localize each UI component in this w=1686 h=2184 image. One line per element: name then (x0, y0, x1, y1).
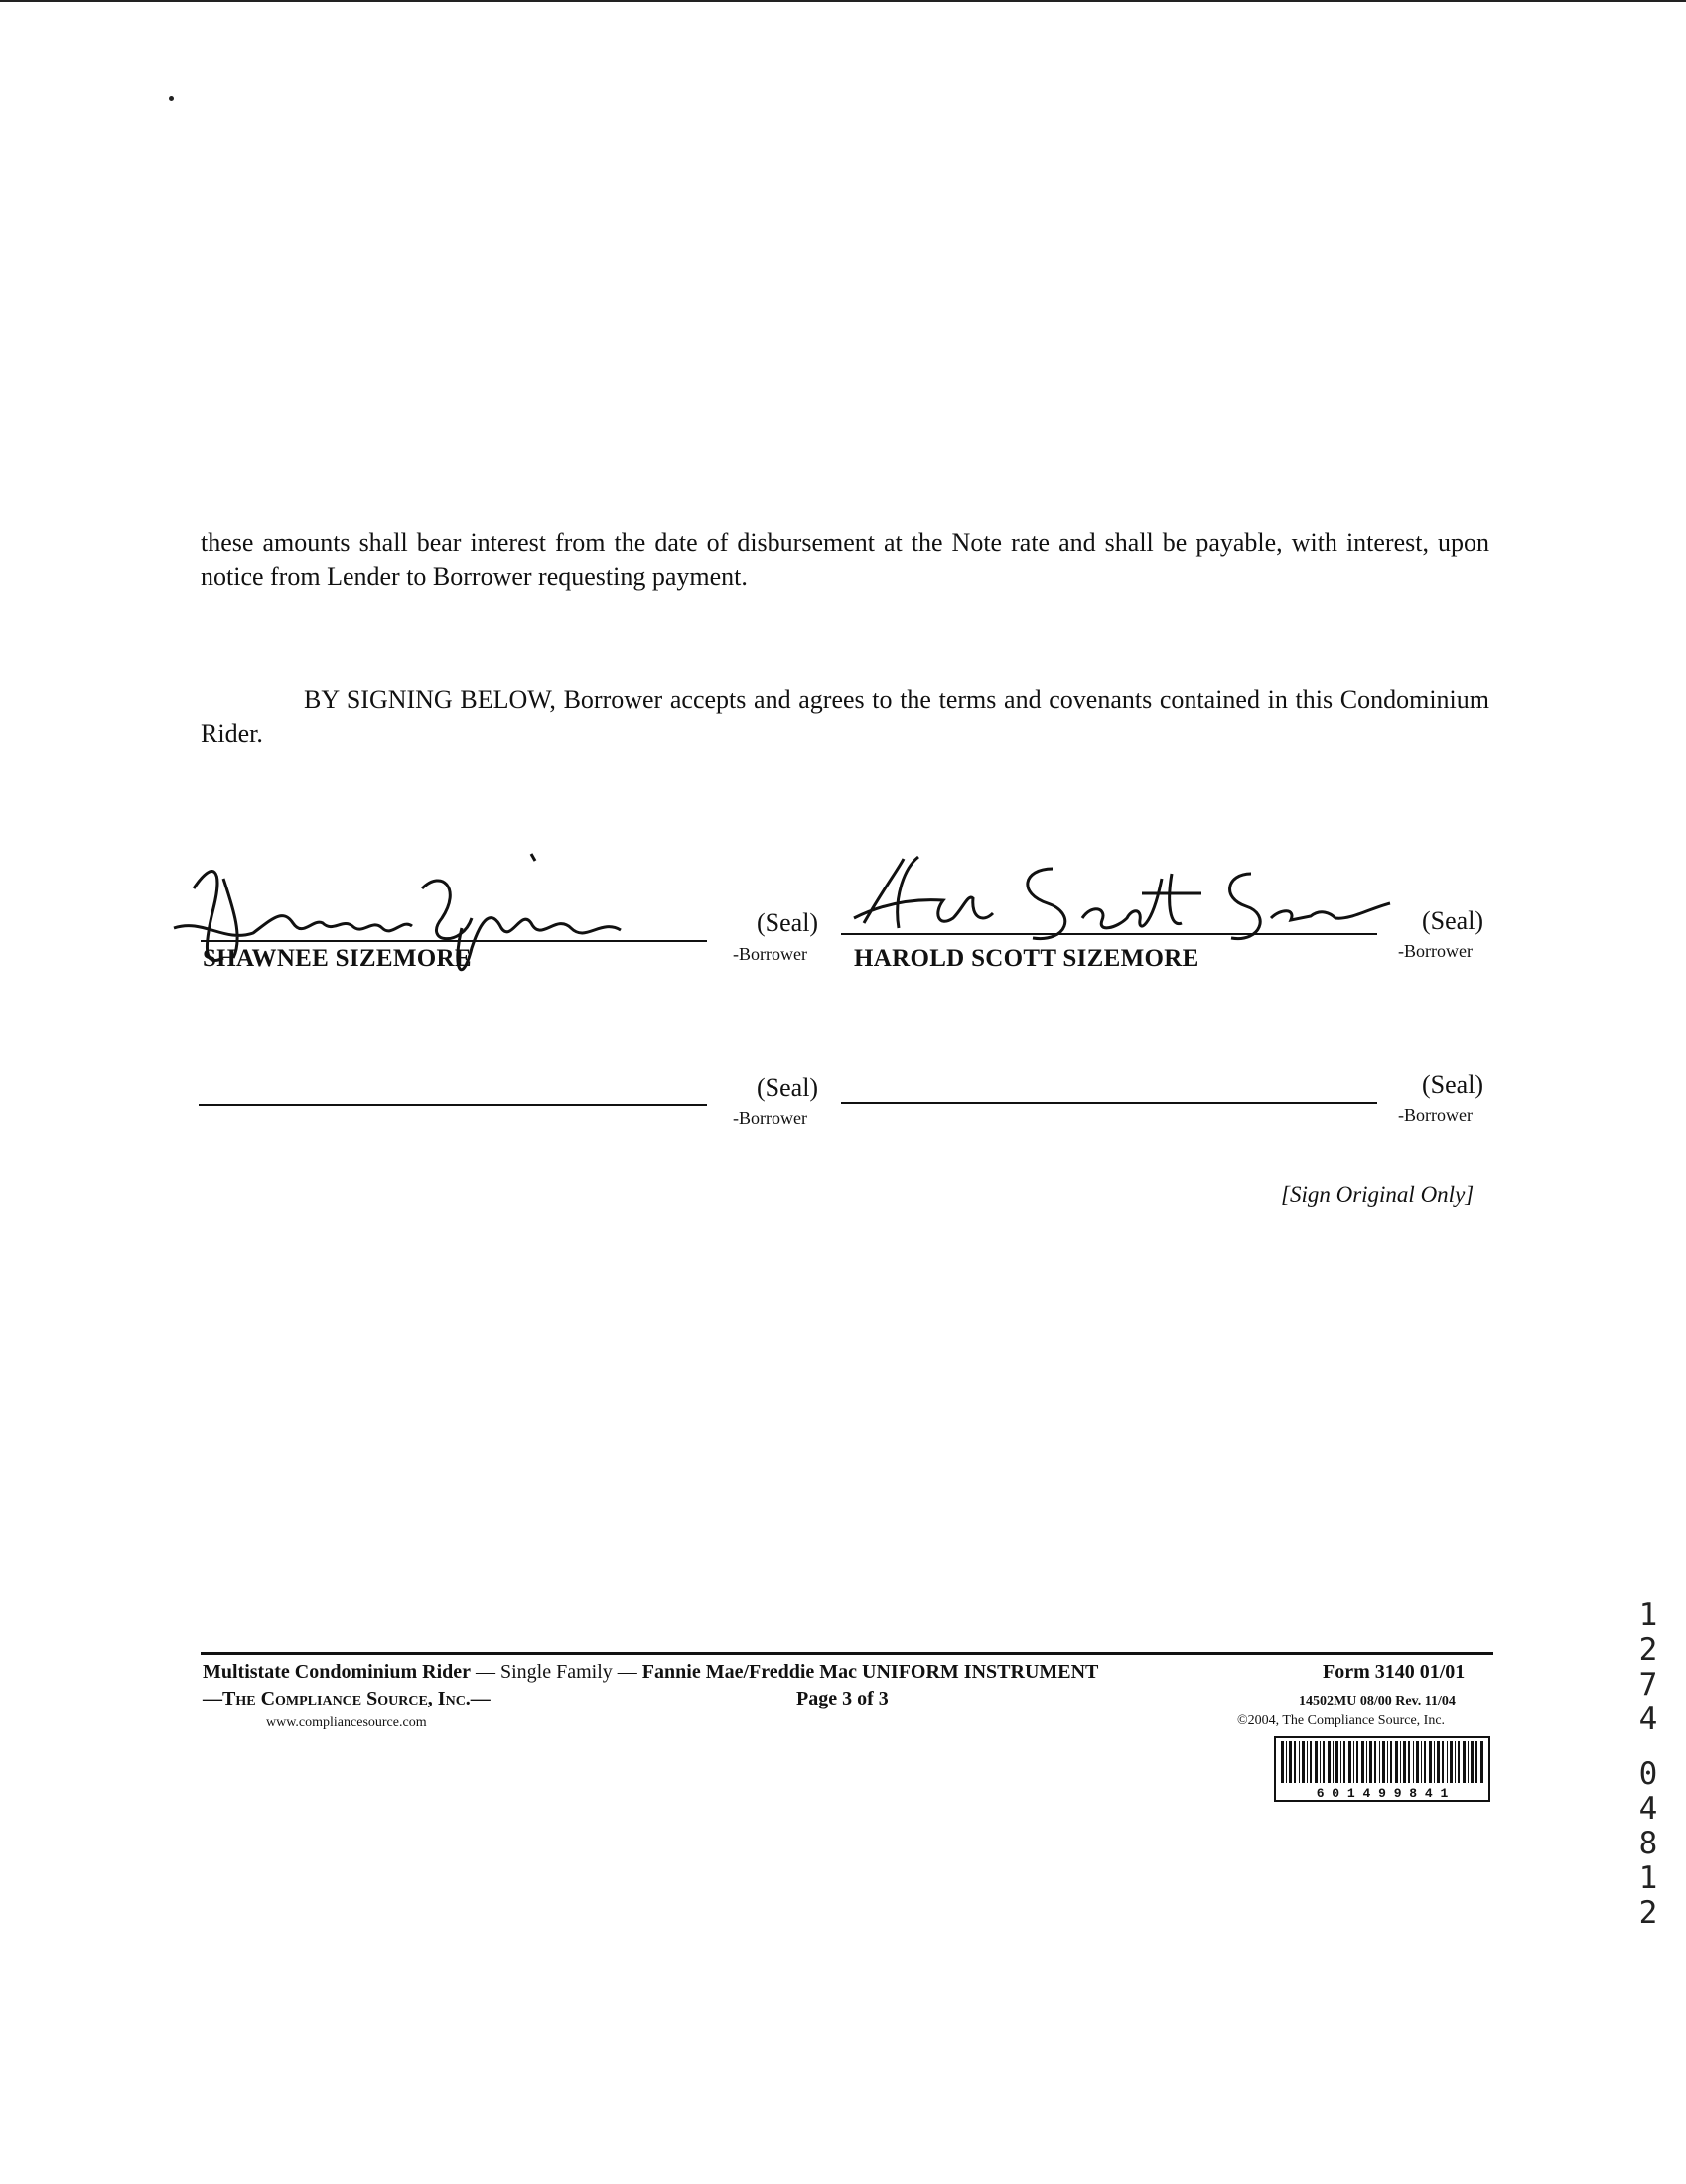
form-title (203, 1661, 1098, 1684)
signature-line-borrower-3 (199, 1104, 707, 1106)
side-digit: 7 (1638, 1667, 1658, 1703)
seal-label: (Seal) (1422, 1070, 1484, 1099)
side-digit: 2 (1638, 1632, 1658, 1668)
signature-line-borrower-1 (201, 940, 707, 942)
borrower-role-label: -Borrower (733, 1108, 807, 1128)
seal-label: (Seal) (1422, 906, 1484, 935)
seal-label: (Seal) (757, 908, 819, 937)
borrower-role-label: -Borrower (1398, 1105, 1473, 1125)
signature-line-borrower-4 (841, 1102, 1377, 1104)
seal-label: (Seal) (757, 1073, 819, 1102)
borrower-1-printed-name: SHAWNEE SIZEMORE (203, 945, 472, 972)
form-title-bold-2: Fannie Mae/Freddie Mac UNIFORM INSTRUMENT (641, 1661, 1099, 1683)
borrower-2-printed-name: HAROLD SCOTT SIZEMORE (854, 945, 1199, 972)
scan-speck (169, 96, 174, 101)
side-digit: 1 (1638, 1860, 1658, 1896)
side-digit: 1 (1638, 1597, 1658, 1633)
footer-rule (201, 1652, 1493, 1655)
barcode-number: 6 0 1 4 9 9 8 4 1 (1316, 1786, 1449, 1801)
page-number: Page 3 of 3 (796, 1688, 889, 1709)
borrower-role-label: -Borrower (733, 944, 807, 964)
barcode (1275, 1737, 1489, 1801)
side-digit: 2 (1638, 1895, 1658, 1931)
form-number: Form 3140 01/01 (1323, 1661, 1466, 1683)
form-title-bold: Multistate Condominium Rider (203, 1661, 471, 1683)
paragraph-interest: these amounts shall bear interest from the date of disbursement at the Note rate and shall be payable, with interest, upon notice from Lender to Borrower requesting payment. (201, 528, 1489, 591)
side-digit: 8 (1638, 1826, 1658, 1861)
company-website: www.compliancesource.com (266, 1715, 427, 1730)
company-name: —The Compliance Source, Inc.— (203, 1688, 491, 1709)
page-top-edge (0, 0, 1686, 2)
signature-line-borrower-2 (841, 933, 1377, 935)
form-title-mid: — Single Family — (471, 1661, 642, 1683)
sign-original-only-note: [Sign Original Only] (1281, 1182, 1475, 1207)
signature-harold-scott-sizemore (844, 849, 1400, 958)
paragraph-signing: BY SIGNING BELOW, Borrower accepts and agrees to the terms and covenants contained in this Condominium Rider. (201, 685, 1489, 748)
form-revision: 14502MU 08/00 Rev. 11/04 (1299, 1694, 1456, 1708)
side-digit: 4 (1638, 1702, 1658, 1737)
side-digit: 0 (1638, 1756, 1658, 1792)
copyright: ©2004, The Compliance Source, Inc. (1237, 1713, 1446, 1728)
side-document-number (1628, 1598, 1668, 1931)
borrower-role-label: -Borrower (1398, 941, 1473, 961)
side-digit: 4 (1638, 1791, 1658, 1827)
